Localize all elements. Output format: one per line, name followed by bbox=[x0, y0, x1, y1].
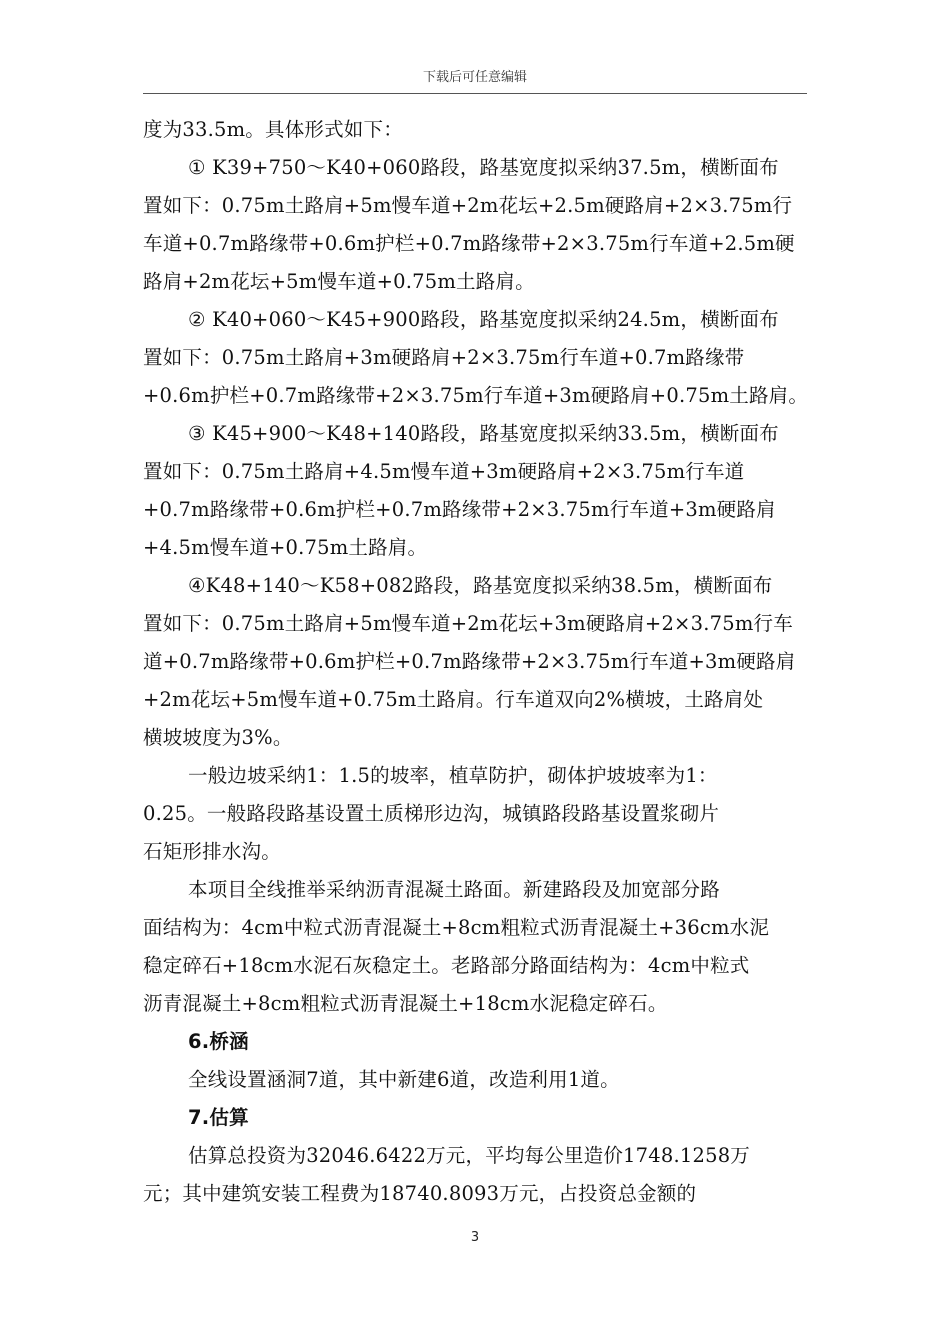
text-line: ④K48+140～K58+082路段，路基宽度拟采纳38.5m，横断面布 bbox=[188, 574, 773, 597]
text-line: 置如下：0.75m土路肩+5m慢车道+2m花坛+2.5m硬路肩+2×3.75m行 bbox=[143, 194, 793, 217]
text-line: 置如下：0.75m土路肩+3m硬路肩+2×3.75m行车道+0.7m路缘带 bbox=[143, 346, 745, 369]
page-header: 下载后可任意编辑 bbox=[422, 70, 527, 85]
text-line: +4.5m慢车道+0.75m土路肩。 bbox=[143, 536, 428, 559]
text-line: +0.7m路缘带+0.6m护栏+0.7m路缘带+2×3.75m行车道+3m硬路肩 bbox=[143, 498, 776, 521]
text-line: 置如下：0.75m土路肩+5m慢车道+2m花坛+3m硬路肩+2×3.75m行车 bbox=[143, 612, 793, 635]
text-line: ① K39+750～K40+060路段，路基宽度拟采纳37.5m，横断面布 bbox=[188, 156, 779, 179]
text-line: +2m花坛+5m慢车道+0.75m土路肩。行车道双向2%横坡，土路肩处 bbox=[143, 688, 764, 711]
text-line: 石矩形排水沟。 bbox=[143, 840, 281, 863]
section-heading: 6.桥涵 bbox=[188, 1030, 249, 1053]
text-line: 横坡坡度为3%。 bbox=[143, 726, 293, 749]
body-text bbox=[143, 111, 813, 1213]
text-line: 本项目全线推举采纳沥青混凝土路面。新建路段及加宽部分路 bbox=[188, 878, 720, 901]
text-line: 一般边坡采纳1：1.5的坡率，植草防护，砌体护坡坡率为1： bbox=[188, 764, 718, 787]
page-number: 3 bbox=[470, 1230, 480, 1245]
header-divider bbox=[143, 93, 807, 94]
text-line: 道+0.7m路缘带+0.6m护栏+0.7m路缘带+2×3.75m行车道+3m硬路肩 bbox=[143, 650, 796, 673]
text-line: 估算总投资为32046.6422万元，平均每公里造价1748.1258万 bbox=[188, 1144, 751, 1167]
text-line: ② K40+060～K45+900路段，路基宽度拟采纳24.5m，横断面布 bbox=[188, 308, 779, 331]
text-line: 置如下：0.75m土路肩+4.5m慢车道+3m硬路肩+2×3.75m行车道 bbox=[143, 460, 745, 483]
text-line: 全线设置涵洞7道，其中新建6道，改造利用1道。 bbox=[188, 1068, 620, 1091]
text-line: 0.25。一般路段路基设置土质梯形边沟，城镇路段路基设置浆砌片 bbox=[143, 802, 720, 825]
text-line: 沥青混凝土+8cm粗粒式沥青混凝土+18cm水泥稳定碎石。 bbox=[143, 992, 668, 1015]
text-line: 面结构为：4cm中粒式沥青混凝土+8cm粗粒式沥青混凝土+36cm水泥 bbox=[143, 916, 770, 939]
text-line: 车道+0.7m路缘带+0.6m护栏+0.7m路缘带+2×3.75m行车道+2.5m硬 bbox=[143, 232, 795, 255]
text-line: 度为33.5m。具体形式如下： bbox=[143, 118, 403, 141]
text-line: ③ K45+900～K48+140路段，路基宽度拟采纳33.5m，横断面布 bbox=[188, 422, 779, 445]
text-line: 路肩+2m花坛+5m慢车道+0.75m土路肩。 bbox=[143, 270, 535, 293]
text-line: +0.6m护栏+0.7m路缘带+2×3.75m行车道+3m硬路肩+0.75m土路肩。 bbox=[143, 384, 809, 407]
text-line: 元；其中建筑安装工程费为18740.8093万元，占投资总金额的 bbox=[143, 1182, 697, 1205]
text-line: 稳定碎石+18cm水泥石灰稳定土。老路部分路面结构为：4cm中粒式 bbox=[143, 954, 750, 977]
section-heading: 7.估算 bbox=[188, 1106, 249, 1129]
